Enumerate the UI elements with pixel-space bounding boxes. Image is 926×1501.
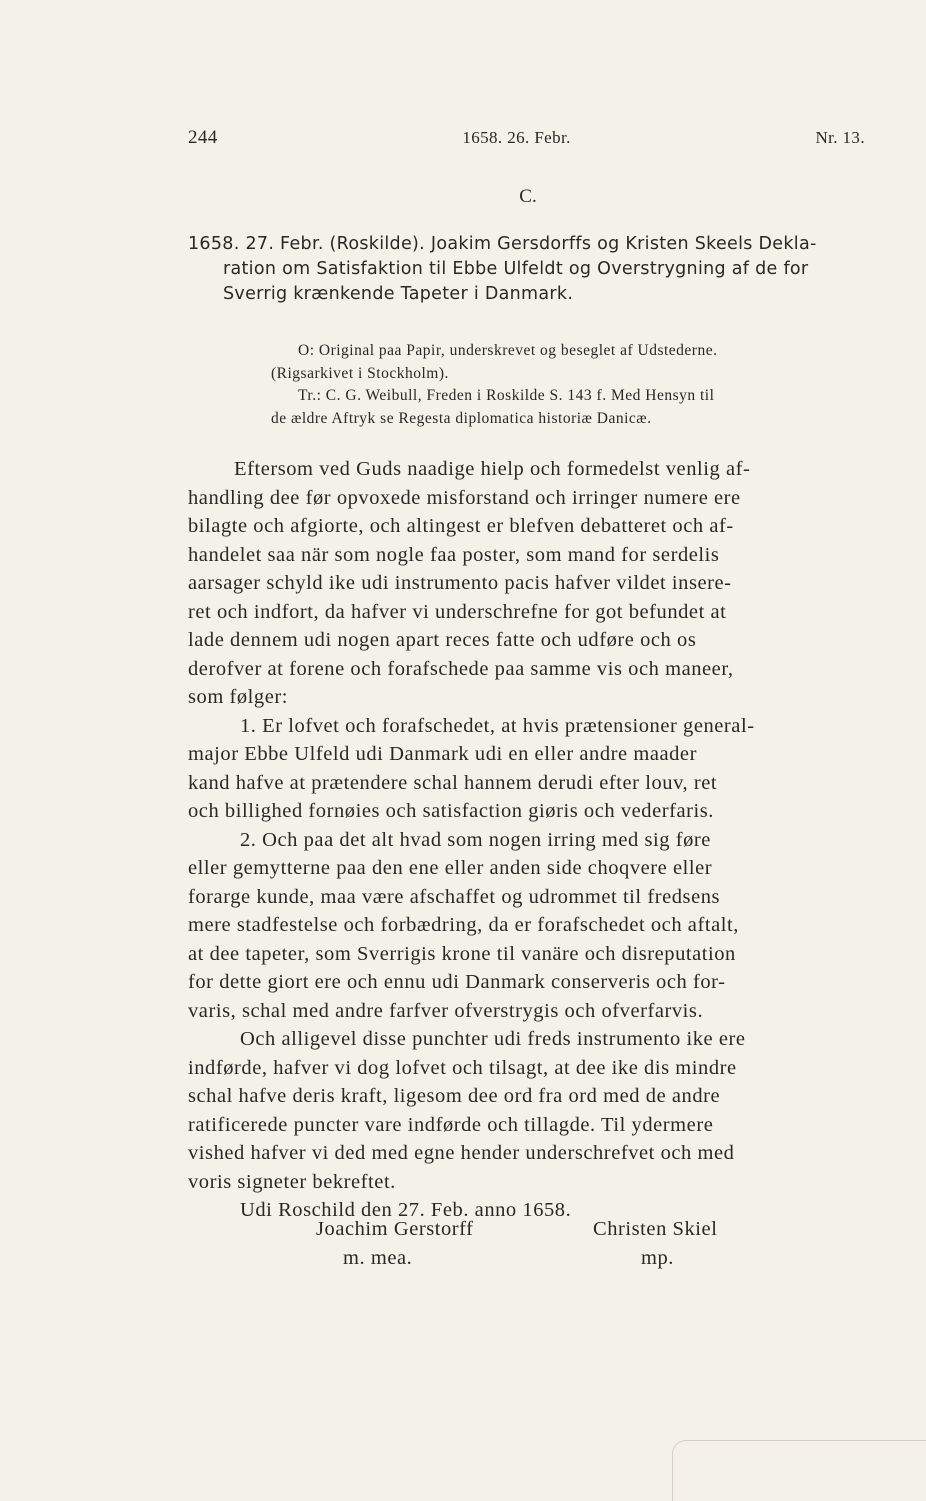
section-letter: C. — [519, 186, 537, 207]
body-line: ratificerede puncter vare indførde och tillagde. Til ydermere — [188, 1113, 714, 1136]
signer-1-name: Joachim Gerstorff — [316, 1218, 474, 1240]
body-line: och billighed fornøies och satisfaction giøris och vederfaris. — [188, 800, 714, 822]
body-line: forarge kunde, maa være afschaffet og udrommet til fredsens — [188, 885, 721, 908]
body-line: schal hafve deris kraft, ligesom dee ord fra ord med de andre — [188, 1085, 721, 1107]
heading-line: ration om Satisfaktion til Ebbe Ulfeldt og Overstrygning af de for — [223, 259, 809, 279]
body-line: 2. Och paa det alt hvad som nogen irring med sig føre — [240, 828, 711, 851]
body-line: varis, schal med andre farfver ofverstrygis och ofverfarvis. — [188, 999, 704, 1022]
body-line: Eftersom ved Guds naadige hielp och formedelst venlig af- — [234, 458, 751, 480]
body-line: 1. Er lofvet och forafschedet, at hvis prætensioner general- — [240, 714, 755, 737]
running-head — [188, 127, 865, 149]
body-line: voris signeter bekreftet. — [188, 1170, 396, 1193]
source-line: Tr.: C. G. Weibull, Freden i Roskilde S. 143 f. Med Hensyn til — [298, 387, 715, 405]
body-line: vished hafver vi ded med egne hender underschrefvet och med — [188, 1142, 735, 1164]
document-heading — [188, 232, 868, 307]
signature-block — [188, 1215, 868, 1272]
body-line: handelet saa när som nogle faa poster, som mand for serdelis — [188, 543, 720, 566]
source-line: O: Original paa Papir, underskrevet og beseglet af Udstederne. — [298, 342, 718, 359]
source-line: (Rigsarkivet i Stockholm). — [271, 364, 449, 382]
heading-line: Sverrig krænkende Tapeter i Danmark. — [223, 284, 574, 304]
body-line: for dette giort ere och ennu udi Danmark conserveris och for- — [188, 971, 726, 993]
body-line: ret och indfort, da hafver vi underschrefne for got befundet at — [188, 600, 727, 623]
page-number: 244 — [188, 127, 218, 148]
body-line: Och alligevel disse punchter udi freds instrumento ike ere — [240, 1028, 746, 1050]
paper-edge-mark — [672, 1440, 926, 1501]
source-line: de ældre Aftryk se Regesta diplomatica historiæ Danicæ. — [271, 409, 652, 427]
body-line: derofver at forene och forafschede paa samme vis och maneer, — [188, 657, 734, 680]
document-number: Nr. 13. — [815, 128, 865, 147]
body-line: aarsager schyld ike udi instrumento pacis hafver vildet insere- — [188, 572, 732, 594]
body-line: Udi Roschild den 27. Feb. anno 1658. — [240, 1199, 572, 1221]
document-body — [188, 455, 868, 1225]
heading-line: 1658. 27. Febr. (Roskilde). Joakim Gersdorffs og Kristen Skeels Dekla- — [188, 234, 817, 254]
signer-2-name: Christen Skiel — [593, 1218, 718, 1240]
body-line: mere stadfestelse och forbædring, da er forafschedet och aftalt, — [188, 914, 739, 936]
body-line: bilagte och afgiorte, och altingest er blefven debatteret och af- — [188, 515, 734, 537]
body-line: lade dennem udi nogen apart reces fatte och udføre och os — [188, 629, 697, 651]
source-note — [273, 340, 865, 430]
body-line: indførde, hafver vi dog lofvet och tilsagt, at dee ike dis mindre — [188, 1056, 737, 1079]
signer-1-mark: m. mea. — [343, 1246, 413, 1269]
header-date: 1658. 26. Febr. — [462, 128, 571, 147]
body-line: at dee tapeter, som Sverrigis krone til vanäre och disreputation — [188, 942, 736, 965]
body-line: major Ebbe Ulfeld udi Danmark udi en eller andre maader — [188, 743, 697, 765]
signer-2-mark: mp. — [641, 1246, 674, 1269]
body-line: kand hafve at prætendere schal hannem derudi efter louv, ret — [188, 771, 718, 794]
body-line: som følger: — [188, 686, 288, 708]
body-line: handling dee før opvoxede misforstand och irringer numere ere — [188, 486, 741, 509]
body-line: eller gemytterne paa den ene eller anden side choqvere eller — [188, 857, 713, 879]
